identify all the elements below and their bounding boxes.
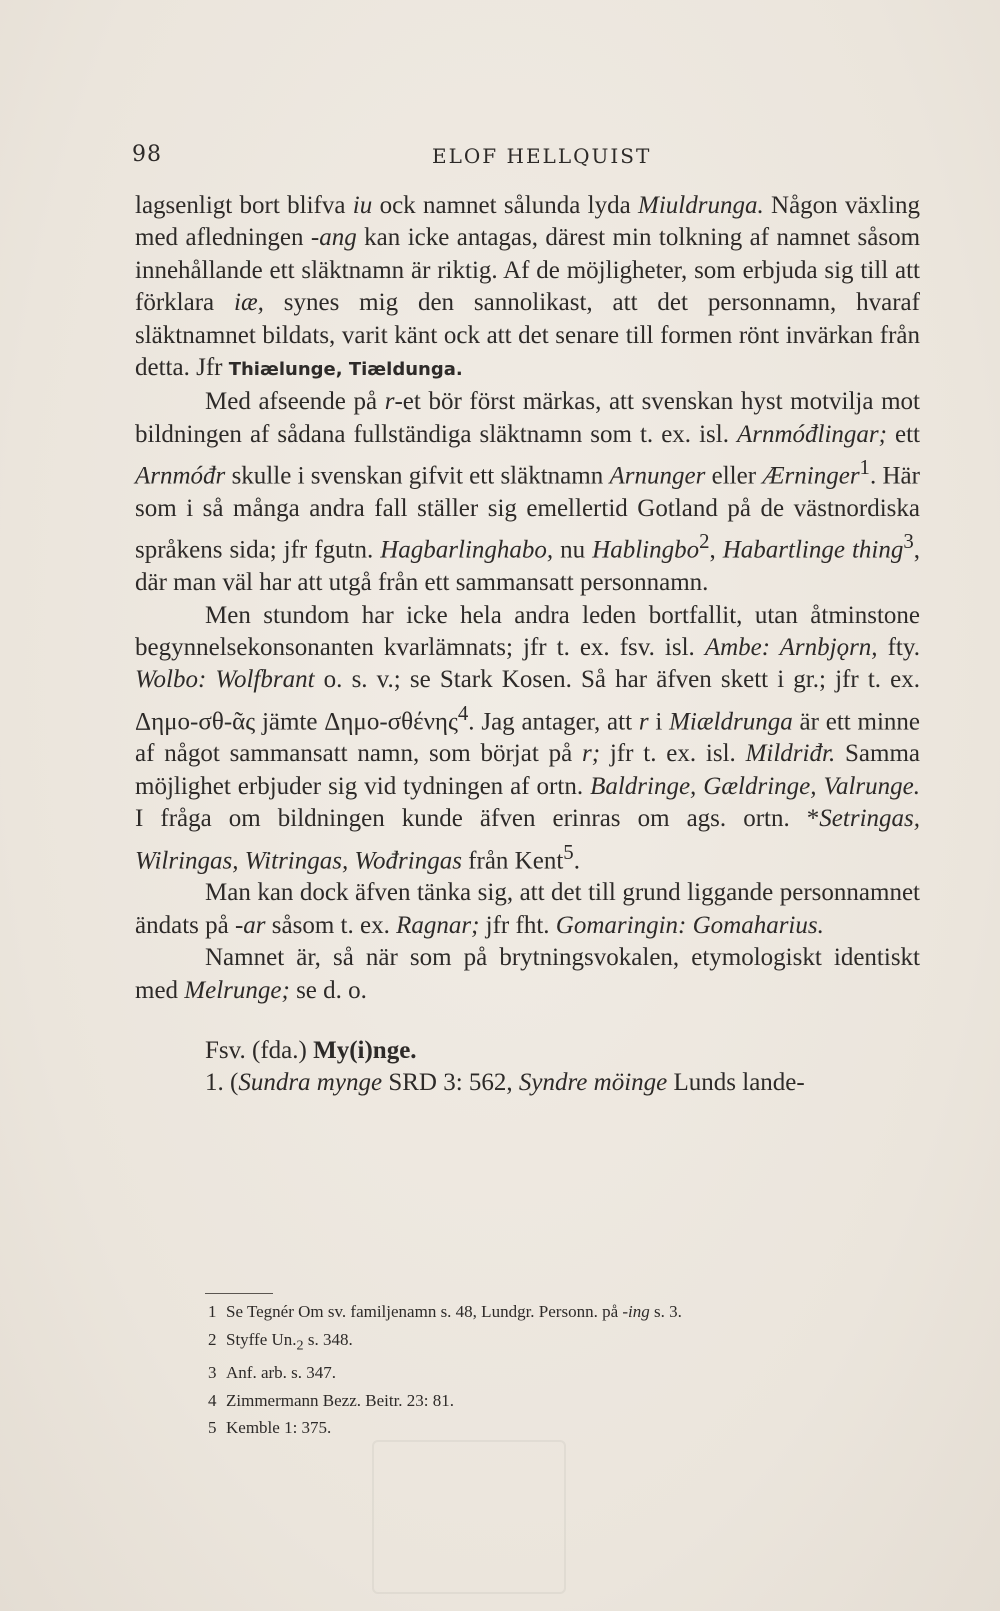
footnote: 3 Anf. arb. s. 347. xyxy=(208,1359,918,1387)
footnote-divider xyxy=(205,1293,273,1294)
footnote: 2 Styffe $Un._2$ s. 348. xyxy=(208,1326,918,1360)
footnote-number: 1 xyxy=(208,1302,217,1321)
footnote-number: 3 xyxy=(208,1363,217,1383)
footnote-marker: 2 xyxy=(699,529,710,554)
paragraph: 1. (Sundra mynge SRD 3: 562, Syndre möinge Lunds lande- xyxy=(205,1069,805,1097)
paragraph: lagsenligt bort blifva iu ock namnet sålunda lyda Miuldrunga. Någon växling med afledningen -ang kan icke antagas, därest min tolkning af namnet såsom innehållande ett släktnamn är riktig. Af de möjligheter, som erbjuda sig till att förklara iæ, synes mig den sannolikast, att det personnamn, hvaraf släktnamnet bildats, varit känt ock att det senare till formen rönt invärkan från detta. Jfr Thiælunge, Tiældunga. xyxy=(135,192,921,382)
entry-headword: My(i)nge. xyxy=(313,1037,417,1065)
footnote: 4 Zimmermann Bezz. Beitr. 23: 81. xyxy=(208,1387,918,1415)
paragraph: Man kan dock äfven tänka sig, att det till grund liggande personnamnet ändats på -ar såsom t. ex. Ragnar; jfr fht. Gomaringin: Gomaharius. xyxy=(135,879,920,939)
body-text xyxy=(135,190,920,1100)
footnote-marker: 5 xyxy=(563,839,574,864)
page-number: 98 xyxy=(132,142,162,167)
footnote-marker: 1 xyxy=(859,455,870,480)
running-head: ELOF HELLQUIST xyxy=(432,144,652,168)
footnote-marker: 3 xyxy=(903,529,914,554)
library-stamp-bleedthrough xyxy=(372,1440,566,1594)
entry-heading: Fsv. (fda.) My(i)nge. xyxy=(205,1037,417,1065)
cross-reference: Thiælunge, Tiældunga. xyxy=(228,359,463,381)
footnote: 1 Se Tegnér Om sv. familjenamn s. 48, Lundgr. Personn. på -ing s. 3. xyxy=(208,1298,918,1326)
footnote-number: 2 xyxy=(208,1329,217,1349)
paragraph: Men stundom har icke hela andra leden bortfallit, utan åtminstone begynnelsekonsonanten kvarlämnats; jfr t. ex. fsv. isl. Ambe: Arnbjǫrn, fty. Wolbo: Wolfbrant o. s. v.; se Stark Kosen. Så har äfven skett i gr.; jfr t. ex. Δημο-σθ-ᾶς jämte Δημο-σθένης$^4$. Jag antager, att r i Miældrunga är ett minne af något sammansatt namn, som börjat på r; jfr t. ex. isl. Mildriđr. Samma möjlighet erbjuder sig vid tydningen af ortn. Baldringe, Gældringe, Valrunge. I fråga om bildningen kunde äfven erinras om ags. ortn. *Setringas, Wilringas, Witringas, Wođringas från Kent$^5$. xyxy=(135,601,920,875)
paragraph: Med afseende på r-et bör först märkas, att svenskan hyst motvilja mot bildningen af sådana fullständiga släktnamn som t. ex. isl. Arnmóđlingar; ett Arnmóđr skulle i svenskan gifvit ett släktnamn Arnunger eller Ærninger$^1$. Här som i så många andra fall ställer sig emellertid Gotland på de västnordiska språkens sida; jfr fgutn. Hagbarlinghabo, nu Hablingbo$^2$, Habartlinge thing$^3$, där man väl har att utgå från ett sammansatt personnamn. xyxy=(135,388,921,597)
footnote-number: 5 xyxy=(208,1418,217,1438)
paragraph: Namnet är, så när som på brytningsvokalen, etymologiskt identiskt med Melrunge; se d. o. xyxy=(135,944,920,1004)
footnote-number: 4 xyxy=(208,1390,217,1410)
page-header xyxy=(132,142,922,172)
footnotes xyxy=(208,1298,918,1442)
footnote: 5 Kemble 1: 375. xyxy=(208,1414,918,1442)
footnote-marker: 4 xyxy=(457,700,469,725)
